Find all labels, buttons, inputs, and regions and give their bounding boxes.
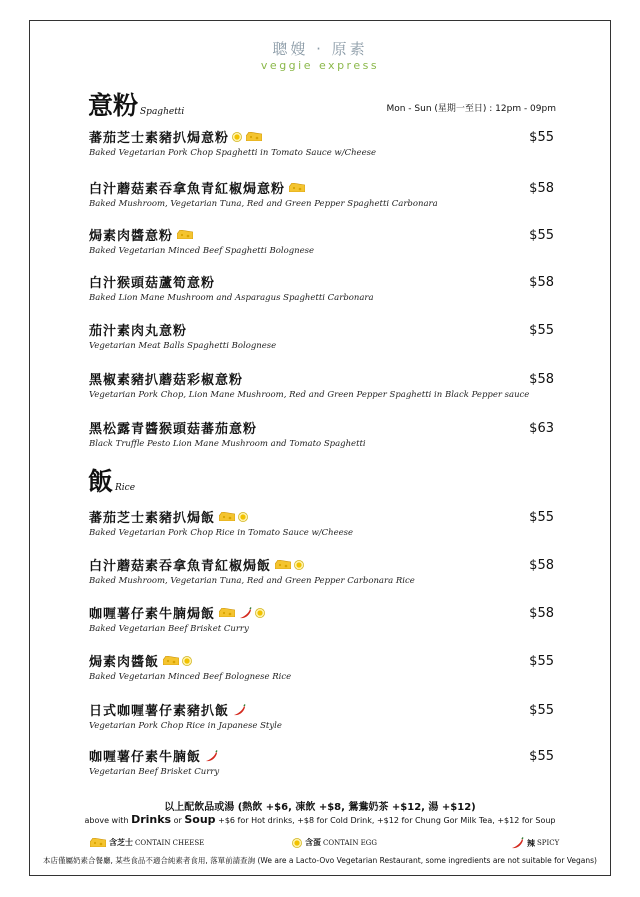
menu-item-name-en: Baked Vegetarian Pork Chop Spaghetti in Tomato Sauce w/Cheese xyxy=(89,148,376,158)
section-title-spaghetti xyxy=(88,86,184,122)
menu-item-name-en: Vegetarian Beef Brisket Curry xyxy=(89,767,220,777)
menu-item-name-en: Baked Vegetarian Beef Brisket Curry xyxy=(89,624,249,634)
menu-item-name-cn xyxy=(89,178,559,197)
brand-name-cn: 聰嫂 · 原素 xyxy=(272,40,368,58)
menu-item-name-cn xyxy=(89,507,559,526)
egg-icon xyxy=(294,560,304,570)
menu-item-price: $55 xyxy=(529,703,554,718)
menu-item-name-cn-text: 蕃茄芝士素豬扒焗飯 xyxy=(89,511,216,526)
legend-spicy-en: SPICY xyxy=(537,839,560,847)
opening-hours: Mon - Sun (星期一至日) : 12pm - 09pm xyxy=(386,104,556,114)
section-title-en: Rice xyxy=(115,483,136,493)
menu-item-price: $55 xyxy=(529,749,554,764)
menu-item-name-cn xyxy=(89,746,559,765)
legend-egg-en: CONTAIN EGG xyxy=(323,838,377,847)
menu-item-name-cn-text: 黑松露青醬猴頭菇蕃茄意粉 xyxy=(89,422,258,437)
legend-cheese-en: CONTAIN CHEESE xyxy=(135,838,205,847)
addon-soup: Soup xyxy=(184,813,216,826)
cheese-icon xyxy=(90,838,106,847)
menu-item-name-en: Baked Vegetarian Minced Beef Spaghetti Bolognese xyxy=(89,246,315,256)
menu-item-name-cn-text: 黑椒素豬扒蘑菇彩椒意粉 xyxy=(89,373,244,388)
chili-icon xyxy=(232,704,246,716)
legend-egg-cn: 含蛋 xyxy=(305,838,321,847)
addon-note-cn: 以上配飲品或湯 (熱飲 +$6, 凍飲 +$8, 鴛鴦奶茶 +$12, 湯 +$12) xyxy=(164,802,476,813)
legend-cheese-cn: 含芝士 xyxy=(109,838,133,847)
cheese-icon xyxy=(219,512,235,521)
menu-item xyxy=(89,272,559,303)
menu-item-name-cn-text: 白汁蘑菇素吞拿魚青紅椒焗飯 xyxy=(89,559,272,574)
section-title-en: Spaghetti xyxy=(140,107,185,117)
menu-item-name-cn xyxy=(89,603,559,622)
menu-item-name-en: Baked Vegetarian Minced Beef Bolognese Rice xyxy=(89,672,292,682)
menu-item-price: $58 xyxy=(529,181,554,196)
legend-cheese xyxy=(90,837,204,848)
menu-item-name-cn xyxy=(89,320,559,339)
cheese-icon xyxy=(246,132,262,141)
menu-item xyxy=(89,603,559,634)
menu-item-name-cn xyxy=(89,272,559,291)
menu-item-price: $55 xyxy=(529,323,554,338)
menu-item-name-cn-text: 蕃茄芝士素豬扒焗意粉 xyxy=(89,131,230,146)
chili-icon xyxy=(204,750,218,762)
menu-item-name-cn-text: 茄汁素肉丸意粉 xyxy=(89,324,188,339)
addon-or: or xyxy=(173,816,182,825)
menu-item xyxy=(89,651,559,682)
disclaimer: 本店僅屬奶素合餐廳, 某些食品不適合純素者食用, 落單前請查詢 (We are a Lacto-Ovo Vegetarian Restaurant, some ingredients are not suitable for Vegans) xyxy=(43,856,597,865)
menu-item-name-cn xyxy=(89,555,559,574)
menu-item-name-en: Vegetarian Pork Chop, Lion Mane Mushroom, Red and Green Pepper Spaghetti in Black Pepper sauce xyxy=(89,390,530,400)
cheese-icon xyxy=(177,230,193,239)
section-title-rice xyxy=(88,462,135,498)
brand-name-en: veggie express xyxy=(260,59,380,72)
menu-item-price: $63 xyxy=(529,421,554,436)
menu-item xyxy=(89,418,559,449)
cheese-icon xyxy=(289,183,305,192)
cheese-icon xyxy=(163,656,179,665)
menu-item xyxy=(89,555,559,586)
egg-icon xyxy=(238,512,248,522)
addon-drinks: Drinks xyxy=(131,813,172,826)
chili-icon xyxy=(510,837,524,849)
menu-item-price: $55 xyxy=(529,654,554,669)
menu-item xyxy=(89,700,559,731)
menu-item-price: $58 xyxy=(529,275,554,290)
menu-item-name-en: Black Truffle Pesto Lion Mane Mushroom and Tomato Spaghetti xyxy=(89,439,366,449)
menu-item-name-cn-text: 咖喱薯仔素牛腩飯 xyxy=(89,750,202,765)
egg-icon xyxy=(182,656,192,666)
section-title-cn: 意粉 xyxy=(88,91,139,120)
menu-item xyxy=(89,369,559,400)
menu-item xyxy=(89,320,559,351)
addon-note-pre: above with xyxy=(84,816,129,825)
menu-item xyxy=(89,746,559,777)
menu-item-name-cn-text: 咖喱薯仔素牛腩焗飯 xyxy=(89,607,216,622)
menu-item-name-en: Vegetarian Meat Balls Spaghetti Bolognese xyxy=(89,341,277,351)
legend-spicy-cn: 辣 xyxy=(527,838,535,848)
section-title-cn: 飯 xyxy=(88,467,114,496)
menu-item-name-en: Baked Vegetarian Pork Chop Rice in Tomato Sauce w/Cheese xyxy=(89,528,354,538)
menu-item-name-cn xyxy=(89,418,559,437)
menu-item xyxy=(89,225,559,256)
menu-item-name-cn xyxy=(89,127,559,146)
menu-item-name-cn-text: 日式咖喱薯仔素豬扒飯 xyxy=(89,704,230,719)
addon-note-en xyxy=(0,813,640,826)
egg-icon xyxy=(292,838,302,848)
menu-item-price: $55 xyxy=(529,130,554,145)
menu-item-name-cn-text: 白汁猴頭菇蘆筍意粉 xyxy=(89,276,216,291)
menu-item-price: $58 xyxy=(529,606,554,621)
menu-item-name-cn xyxy=(89,369,559,388)
menu-item-name-cn xyxy=(89,700,559,719)
menu-item xyxy=(89,507,559,538)
menu-item-price: $58 xyxy=(529,558,554,573)
legend-egg xyxy=(292,837,377,848)
menu-item-name-cn-text: 焗素肉醬意粉 xyxy=(89,229,174,244)
menu-item-name-en: Baked Lion Mane Mushroom and Asparagus Spaghetti Carbonara xyxy=(89,293,374,303)
menu-item-name-cn-text: 白汁蘑菇素吞拿魚青紅椒焗意粉 xyxy=(89,182,286,197)
cheese-icon xyxy=(219,608,235,617)
egg-icon xyxy=(232,132,242,142)
menu-item-name-en: Baked Mushroom, Vegetarian Tuna, Red and Green Pepper Carbonara Rice xyxy=(89,576,415,586)
chili-icon xyxy=(238,607,252,619)
menu-item-price: $55 xyxy=(529,510,554,525)
menu-item-name-cn-text: 焗素肉醬飯 xyxy=(89,655,160,670)
egg-icon xyxy=(255,608,265,618)
brand-header xyxy=(0,38,640,72)
menu-item-price: $55 xyxy=(529,228,554,243)
menu-item-name-cn xyxy=(89,651,559,670)
cheese-icon xyxy=(275,560,291,569)
legend-spicy xyxy=(510,837,559,849)
menu-item xyxy=(89,178,559,209)
menu-item-name-en: Vegetarian Pork Chop Rice in Japanese Style xyxy=(89,721,282,731)
addon-note-post: +$6 for Hot drinks, +$8 for Cold Drink, +$12 for Chung Gor Milk Tea, +$12 for Soup xyxy=(218,816,556,825)
menu-item-name-cn xyxy=(89,225,559,244)
menu-item-name-en: Baked Mushroom, Vegetarian Tuna, Red and Green Pepper Spaghetti Carbonara xyxy=(89,199,438,209)
menu-item-price: $58 xyxy=(529,372,554,387)
menu-item xyxy=(89,127,559,158)
